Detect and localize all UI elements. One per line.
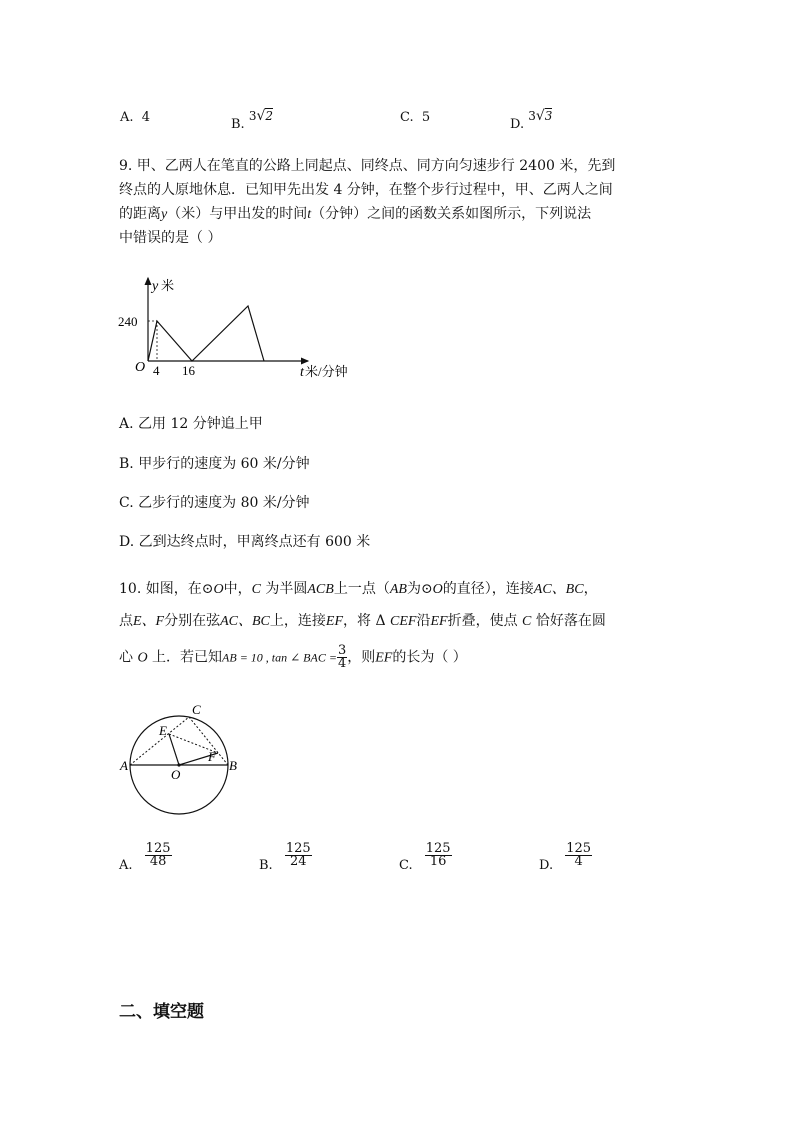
- fraction: $\frac{125}{16}$: [425, 841, 451, 869]
- label-a: A: [120, 758, 128, 773]
- y-label-unit: 米: [161, 278, 175, 293]
- label-b: B: [229, 758, 237, 773]
- radical-coefficient: 3: [528, 109, 536, 123]
- label-e: E: [159, 723, 167, 738]
- q10-option-c: C. $\frac{125}{16}$: [399, 841, 451, 873]
- q8-option-b: [231, 108, 274, 132]
- fraction: $\frac{125}{24}$: [285, 841, 311, 869]
- sqrt-symbol: √: [256, 108, 266, 124]
- x-label-var: t: [300, 365, 304, 380]
- q8-option-a: [120, 110, 150, 125]
- option-letter: B.: [231, 117, 245, 132]
- section-heading: 二、填空题: [119, 1002, 204, 1022]
- circle-dot-symbol: ⊙: [201, 581, 214, 597]
- q9-line-2: 终点的人原地休息．已知甲先出发 4 分钟，在整个步行过程中，甲、乙两人之间: [119, 182, 613, 198]
- fraction-3-4: $\frac{3}{4}$: [337, 643, 347, 671]
- q9-line-3: 的距离y（米）与甲出发的时间t（分钟）之间的函数关系如图所示，下列说法: [119, 206, 592, 222]
- x-tick-4: 4: [153, 363, 160, 378]
- circle-dot-symbol: ⊙: [420, 581, 433, 597]
- variable-t: t: [307, 207, 312, 222]
- q8-option-c: [400, 110, 430, 125]
- y-tick-240: 240: [118, 314, 138, 329]
- radicand: 2: [265, 109, 274, 123]
- given-condition: AB = 10 , tan ∠ BAC =: [222, 650, 337, 665]
- fraction: $\frac{125}{48}$: [145, 841, 171, 869]
- q9-line-1: 9. 甲、乙两人在笔直的公路上同起点、同终点、同方向匀速步行 2400 米，先到: [119, 158, 616, 174]
- q10-line-3: 心 O 上．若已知AB = 10 , tan ∠ BAC = $\frac{3}{4}$ ，则EF的长为（ ）: [119, 643, 467, 671]
- q9-option-b: B. 甲步行的速度为 60 米/分钟: [119, 456, 310, 472]
- radicand: 3: [544, 109, 553, 123]
- fraction: $\frac{125}{4}$: [566, 841, 592, 869]
- option-letter: C.: [400, 110, 414, 125]
- x-tick-16: 16: [182, 363, 195, 378]
- q9-option-d: D. 乙到达终点时，甲离终点还有 600 米: [119, 534, 371, 550]
- origin-label: O: [135, 360, 146, 375]
- q10-figure: [116, 700, 246, 818]
- q10-line-2: 点E、F分别在弦AC、BC上，连接EF，将 Δ CEF沿EF折叠，使点 C 恰好落在圆: [119, 613, 606, 629]
- option-value: 4: [141, 110, 151, 125]
- q10-option-b: B. $\frac{125}{24}$: [259, 841, 311, 873]
- q9-option-a: A. 乙用 12 分钟追上甲: [119, 416, 263, 432]
- sqrt-symbol: √: [535, 108, 545, 124]
- q10-option-a: A. $\frac{125}{48}$: [119, 841, 171, 873]
- variable-y: y: [161, 207, 168, 222]
- y-label-var: y: [152, 279, 159, 294]
- q8-option-d: [510, 108, 553, 132]
- label-f: F: [208, 749, 216, 764]
- option-letter: D.: [510, 117, 525, 132]
- segment-eo: [169, 734, 179, 765]
- q9-line-4: 中错误的是（ ）: [119, 230, 222, 246]
- distance-polyline: [148, 306, 264, 361]
- q10-option-d: D. $\frac{125}{4}$: [539, 841, 592, 873]
- q10-line-1: 10. 如图，在⊙O中，C 为半圆ACB上一点（AB为⊙O的直径），连接AC、BC，: [119, 581, 598, 597]
- option-letter: A.: [120, 110, 134, 125]
- q9-option-c: C. 乙步行的速度为 80 米/分钟: [119, 495, 310, 511]
- label-o: O: [171, 767, 181, 782]
- q9-graph: [118, 272, 370, 387]
- x-label-unit: 米/分钟: [305, 364, 348, 379]
- radical-coefficient: 3: [248, 109, 257, 123]
- option-value: 5: [421, 110, 431, 125]
- label-c: C: [192, 702, 201, 717]
